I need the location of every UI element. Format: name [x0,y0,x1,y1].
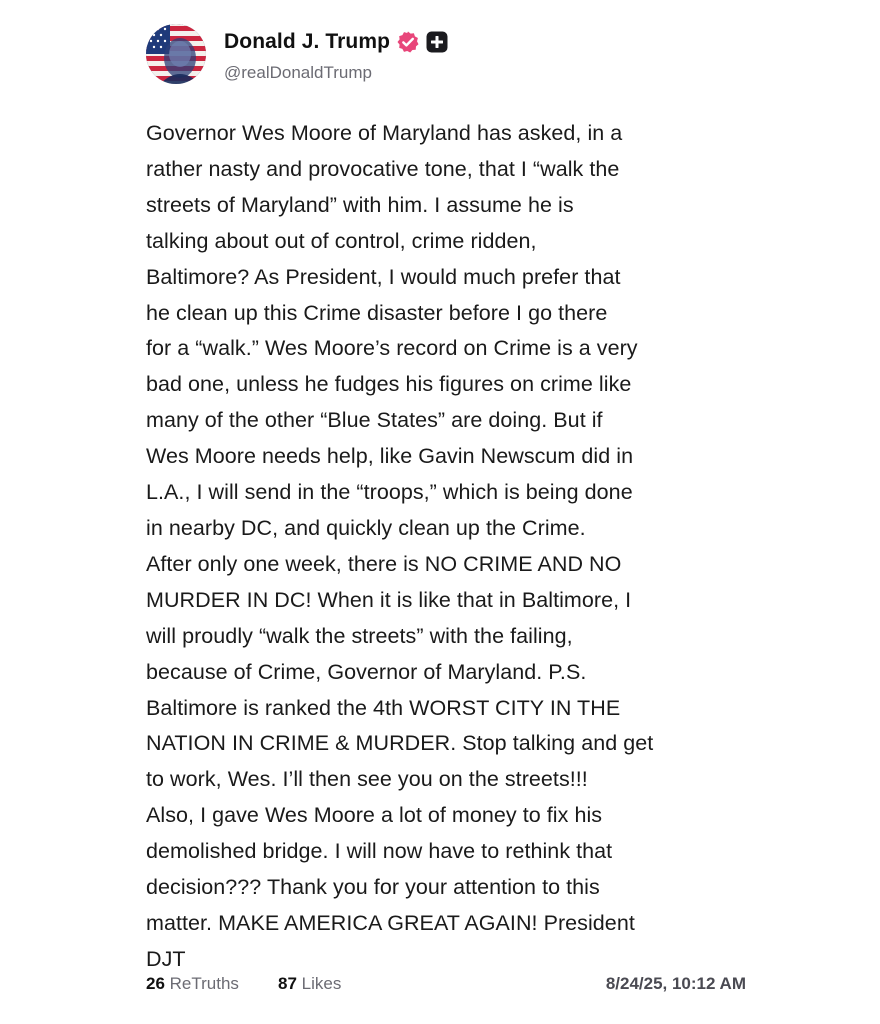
post-body-text: Governor Wes Moore of Maryland has asked, in a rather nasty and provocative tone, that I “walk the streets of Maryland” with him. I assume he is talking about out of control, crime ridden, Baltimore? As President, I would much prefer that he clean up this Crime disaster before I go there for a “walk.” Wes Moore’s record on Crime is a very bad one, unless he fudges his figures on crime like many of the other “Blue States” are doing. But if Wes Moore needs help, like Gavin Newscum did in L.A., I will send in the “troops,” which is being done in nearby DC, and quickly clean up the Crime. After only one week, there is NO CRIME AND NO MURDER IN DC! When it is like that in Baltimore, I will proudly “walk the streets” with the failing, because of Crime, Governor of Maryland. P.S. Baltimore is ranked the 4th WORST CITY IN THE NATION IN CRIME & MURDER. Stop talking and get to work, Wes. I’ll then see you on the streets!!! Also, I gave Wes Moore a lot of money to fix his demolished bridge. I will now have to rethink that decision??? Thank you for your attention to this matter. MAKE AMERICA GREAT AGAIN! President DJT [146,121,654,971]
post-footer [146,974,746,998]
retruths-label: ReTruths [169,974,239,993]
post-header [146,22,766,86]
verified-badge-icon [396,30,420,54]
post-timestamp[interactable]: 8/24/25, 10:12 AM [605,974,746,993]
author-name-row [224,30,448,54]
likes-label: Likes [301,974,342,993]
profile-photo-flag-avatar [146,24,206,84]
retruths-stat[interactable] [146,974,239,994]
avatar[interactable] [146,24,206,84]
plus-badge-icon[interactable] [426,31,448,53]
retruths-count: 26 [146,974,165,993]
likes-count: 87 [278,974,297,993]
likes-stat[interactable] [278,974,341,994]
post-card [146,22,766,978]
author-handle[interactable]: @realDonaldTrump [224,63,372,82]
author-display-name[interactable]: Donald J. Trump [224,30,391,53]
